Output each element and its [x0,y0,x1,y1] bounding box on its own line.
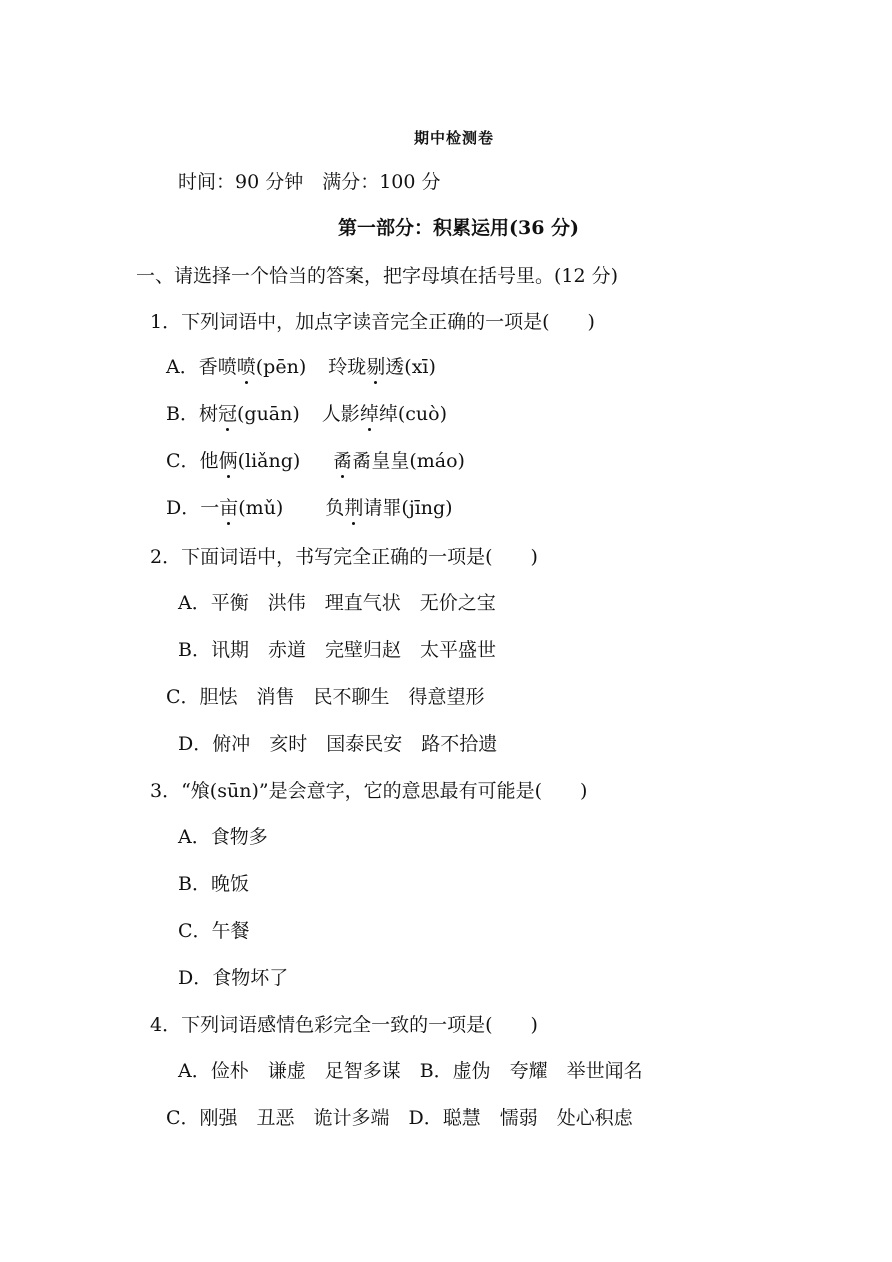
q3-option-c: C．午餐 [178,920,250,942]
pinyin: (xī) [404,356,436,378]
option-label: D． [166,497,201,519]
dotted-char: 剔 [366,356,386,378]
q4-options-ab: A．俭朴 谦虚 足智多谋 B．虚伪 夸耀 举世闻名 [178,1060,643,1082]
word: 一 [200,497,220,519]
q1-option-c [166,448,465,474]
dotted-char: 矞 [333,450,353,472]
question-2-stem: 2．下面词语中，书写完全正确的一项是( ) [150,546,538,568]
option-label: A． [166,356,199,378]
dotted-char: 俩 [218,450,238,472]
pinyin: (máo) [409,450,465,472]
section-heading: 一、请选择一个恰当的答案，把字母填在括号里。(12 分) [136,265,619,287]
word: 香喷 [198,356,237,378]
pinyin: (pēn) [255,356,307,378]
question-3-stem: 3．“飧(sūn)”是会意字，它的意思最有可能是( ) [150,780,588,802]
part-heading: 第一部分：积累运用(36 分) [338,217,580,239]
q3-option-d: D．食物坏了 [178,967,289,989]
question-1-stem: 1．下列词语中，加点字读音完全正确的一项是( ) [150,311,595,333]
word: 矞皇皇 [352,450,410,472]
exam-title: 期中检测卷 [414,129,495,147]
word: 绰 [378,403,398,425]
q3-option-a: A．食物多 [178,826,268,848]
q1-option-a [166,354,436,380]
q1-option-d [166,495,453,521]
word: 透 [385,356,405,378]
pinyin: (jīng) [401,497,453,519]
q1-option-b [166,401,447,427]
dotted-char: 冠 [217,403,237,425]
question-4-stem: 4．下列词语感情色彩完全一致的一项是( ) [150,1014,538,1036]
word: 负 [325,497,345,519]
q4-options-cd: C．刚强 丑恶 诡计多端 D．聪慧 懦弱 处心积虑 [166,1107,633,1129]
dotted-char: 绰 [359,403,379,425]
q2-option-b: B．讯期 赤道 完壁归赵 太平盛世 [178,639,496,661]
q2-option-c: C．胆怯 消售 民不聊生 得意望形 [166,686,485,708]
pinyin: (cuò) [397,403,447,425]
pinyin: (mǔ) [238,497,284,519]
dotted-char: 亩 [219,497,239,519]
word: 树 [198,403,218,425]
word: 玲珑 [328,356,367,378]
pinyin: (liǎng) [237,450,301,472]
q2-option-d: D．俯冲 亥时 国泰民安 路不拾遗 [178,733,498,755]
dotted-char: 荆 [344,497,364,519]
q2-option-a: A．平衡 洪伟 理直气状 无价之宝 [178,592,496,614]
q3-option-b: B．晚饭 [178,873,249,895]
option-label: C． [166,450,200,472]
exam-meta: 时间：90 分钟 满分：100 分 [178,171,441,193]
pinyin: (guān) [237,403,300,425]
word: 他 [199,450,219,472]
option-label: B． [166,403,199,425]
dotted-char: 喷 [236,356,256,378]
word: 请罪 [363,497,402,519]
word: 人影 [321,403,360,425]
